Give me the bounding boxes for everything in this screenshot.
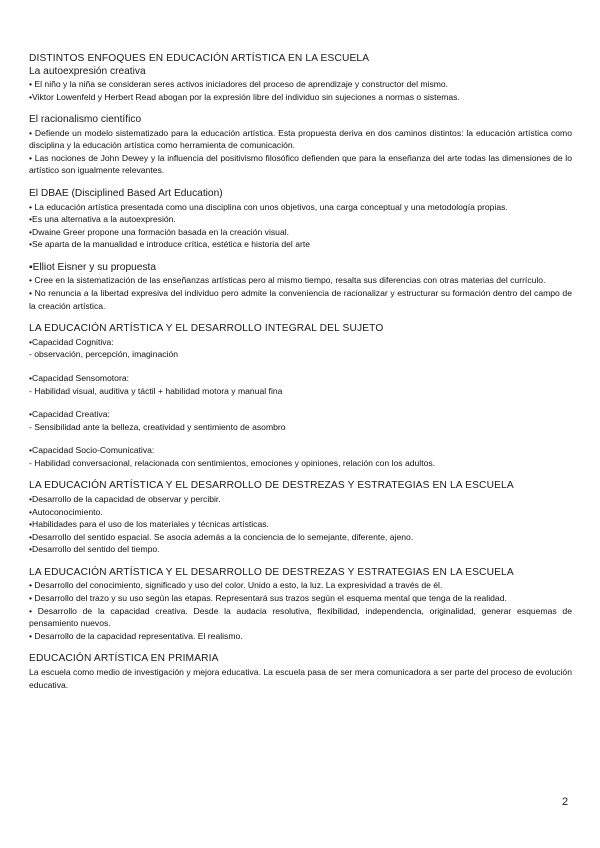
section-eisner [29,262,572,312]
section-dbae [29,188,572,251]
bullet-paragraph: • Las nociones de John Dewey y la influencia del positivismo filosófico defienden que para la enseñanza del arte todas las dimensiones de lo artístico son igualmente relevantes. [29,152,572,176]
bullet-line: •Desarrollo del sentido espacial. Se asocia además a la conciencia de lo semejante, diferente, ajeno. [29,531,414,542]
section-heading: DISTINTOS ENFOQUES EN EDUCACIÓN ARTÍSTICA EN LA ESCUELA [29,53,370,64]
section-primaria [29,653,572,691]
bullet-line: •Habilidades para el uso de los materiales y técnicas artísticas. [29,519,269,530]
bullet-line: • El niño y la niña se consideran seres activos iniciadores del proceso de aprendizaje y constructor del mismo. [29,79,449,89]
bullet-line: •Se aparta de la manualidad e introduce crítica, estética e historia del arte [29,239,311,250]
bullet-line: •Desarrollo de la capacidad de observar y percibir. [29,493,221,504]
capacity-group [29,408,572,433]
capacity-title: •Capacidad Socio-Comunicativa: [29,445,155,456]
capacity-detail: - Sensibilidad ante la belleza, creatividad y sentimiento de asombro [29,421,286,432]
capacity-group [29,336,572,361]
section-heading: LA EDUCACIÓN ARTÍSTICA Y EL DESARROLLO DE DESTREZAS Y ESTRATEGIAS EN LA ESCUELA [29,480,514,492]
capacity-group [29,444,572,469]
capacity-detail: - Habilidad visual, auditiva y táctil + habilidad motora y manual fina [29,385,283,396]
bullet-paragraph: • Desarrollo del trazo y su uso según las etapas. Representará sus trazos según el esquema mental que tenga de la realidad. [29,593,507,604]
capacity-detail: - observación, percepción, imaginación [29,349,179,360]
section-heading: EDUCACIÓN ARTÍSTICA EN PRIMARIA [29,653,219,665]
document-page [29,53,572,702]
bullet-paragraph: • Cree en la sistematización de las enseñanzas artísticas pero al mismo tiempo, resalta sus diferencias con otras materias del currículo. [29,275,546,286]
bullet-paragraph: • No renuncia a la libertad expresiva del individuo pero admite la conveniencia de racionalizar y estructurar su formación dentro del campo de la creación artística. [29,288,572,311]
bullet-line: •Autoconocimiento. [29,506,103,517]
section-destrezas-2 [29,567,572,642]
bullet-paragraph: • Desarrollo de la capacidad representativa. El realismo. [29,630,243,641]
capacity-title: •Capacidad Creativa: [29,409,110,420]
page-number: 2 [562,796,569,808]
section-enfoques [29,53,572,103]
bullet-paragraph: • Desarrollo de la capacidad creativa. Desde la audacia resolutiva, flexibilidad, independencia, originalidad, generar esquemas de pensamiento nuevos. [29,605,572,629]
capacity-detail: - Habilidad conversacional, relacionada con sentimientos, emociones y opiniones, relación con los adultos. [29,457,436,468]
subsection-title: ▪Elliot Eisner y su propuesta [29,261,157,273]
section-racionalismo [29,114,572,177]
subsection-title: El DBAE (Disciplined Based Art Education) [29,188,223,200]
section-desarrollo-integral [29,323,572,469]
bullet-paragraph: • La educación artística presentada como una disciplina con unos objetivos, una carga conceptual y una metodología propias. [29,201,508,212]
capacity-title: •Capacidad Sensomotora: [29,372,129,383]
bullet-line: •Es una alternativa a la autoexpresión. [29,214,176,225]
capacity-title: •Capacidad Cognitiva: [29,336,114,347]
bullet-line: •Dwaine Greer propone una formación basada en la creación visual. [29,226,290,237]
bullet-line: •Desarrollo del sentido del tiempo. [29,544,160,555]
bullet-paragraph: • Desarrollo del conocimiento, significado y uso del color. Unido a esto, la luz. La expresividad a través de él. [29,580,443,591]
bullet-line: •Viktor Lowenfeld y Herbert Read abogan por la expresión libre del individuo sin sujeciones a normas o sistemas. [29,91,460,102]
subsection-title: La autoexpresión creativa [29,65,146,77]
section-heading: LA EDUCACIÓN ARTÍSTICA Y EL DESARROLLO DE DESTREZAS Y ESTRATEGIAS EN LA ESCUELA [29,566,514,578]
bullet-paragraph: • Defiende un modelo sistematizado para la educación artística. Esta propuesta deriva en dos caminos distintos: la educación artística como disciplina y la educación artística como herramienta de comunicación. [29,127,572,151]
capacity-group [29,372,572,397]
subsection-title: El racionalismo científico [29,114,142,126]
section-heading: LA EDUCACIÓN ARTÍSTICA Y EL DESARROLLO INTEGRAL DEL SUJETO [29,323,384,335]
section-destrezas-1 [29,480,572,555]
body-paragraph: La escuela como medio de investigación y mejora educativa. La escuela pasa de ser mera comunicadora a ser parte del proceso de evolución educativa. [29,666,572,690]
